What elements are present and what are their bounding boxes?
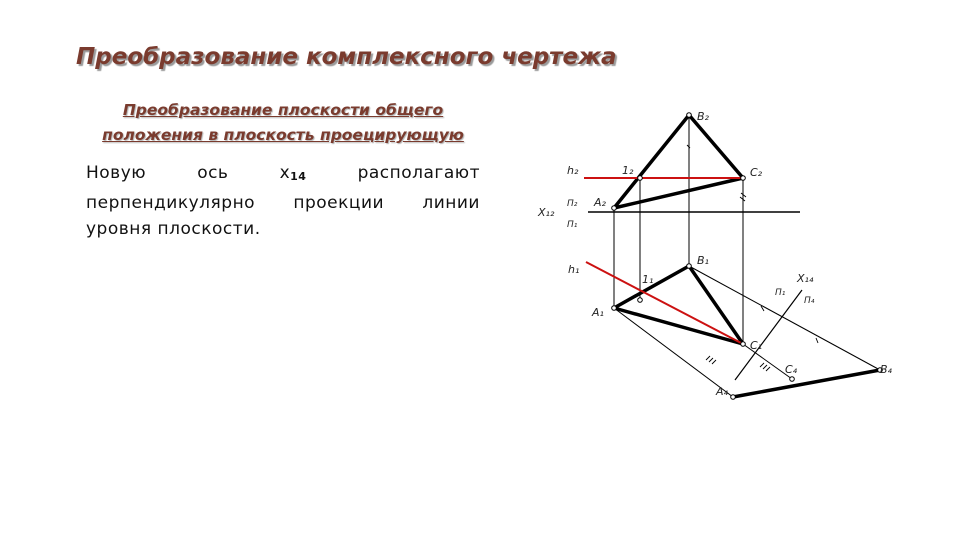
triangle-horizontal — [614, 266, 743, 344]
label-c1: C₁ — [750, 339, 763, 352]
points — [612, 113, 883, 400]
label-b2: B₂ — [697, 110, 709, 123]
body-word: располагают — [357, 163, 480, 183]
body-word: x — [279, 163, 291, 183]
label-c2: C₂ — [750, 166, 763, 179]
label-b4: B₄ — [880, 363, 892, 376]
plane-edge-view — [733, 370, 880, 397]
connector-a4 — [614, 308, 733, 397]
triangle-frontal — [614, 115, 743, 208]
body-line-3: уровня плоскости. — [86, 219, 261, 239]
body-word: проекции — [293, 193, 385, 213]
label-a2: A₂ — [594, 196, 606, 209]
label-a4: A₄ — [716, 385, 728, 398]
label-a1: A₁ — [592, 306, 604, 319]
label-p1-b: П₁ — [775, 288, 786, 298]
label-c4: C₄ — [785, 363, 798, 376]
body-word: перпендикулярно — [86, 193, 256, 213]
page-title: Преобразование комплексного чертежа — [76, 44, 617, 70]
label-p4: П₄ — [804, 296, 815, 306]
label-b1: B₁ — [697, 254, 709, 267]
label-h2: h₂ — [567, 164, 579, 177]
label-h1: h₁ — [568, 263, 580, 276]
axis-subscript: 14 — [290, 170, 307, 183]
label-p2: П₂ — [567, 199, 578, 209]
subtitle-line-2: положения в плоскость проецирующую — [102, 126, 464, 144]
connector-b4 — [689, 266, 880, 370]
label-x12: X₁₂ — [538, 206, 555, 219]
subtitle-line-1: Преобразование плоскости общего — [122, 101, 444, 119]
label-p1: П₁ — [567, 220, 578, 230]
label-x14: X₁₄ — [797, 272, 814, 285]
label-1-2: 1₂ — [622, 164, 634, 177]
label-1-1: 1₁ — [642, 273, 654, 286]
level-line-h1 — [586, 262, 743, 344]
body-word: Новую — [86, 163, 147, 183]
body-word: ось — [197, 163, 229, 183]
body-word: линии — [422, 193, 480, 213]
